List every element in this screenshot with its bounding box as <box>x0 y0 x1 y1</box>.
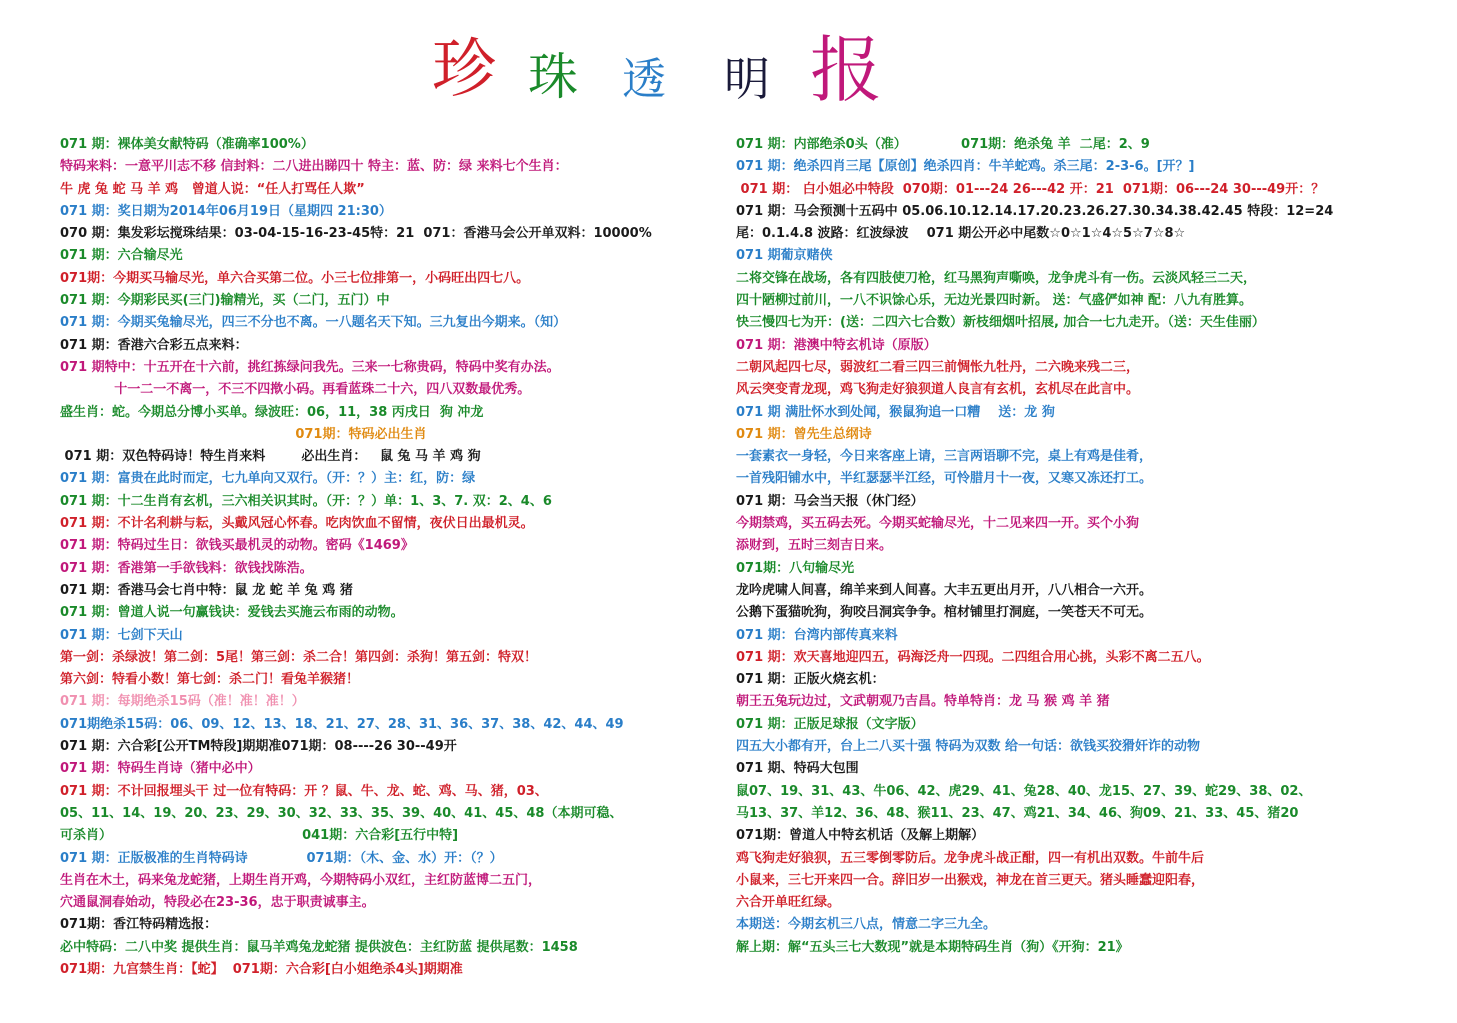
text-line: 第六剑：特看小数！第七剑：杀二门！看兔羊猴猪！ <box>60 672 360 688</box>
text-line: 可杀肖） 041期：六合彩[五行中特] <box>60 828 459 844</box>
text-line: 071期：曾道人中特玄机话（及解上期解） <box>736 828 985 844</box>
text-line: 风云突变青龙现，鸡飞狗走好狼狈道人良言有玄机，玄机尽在此言中。 <box>736 382 1140 398</box>
text-line: 龙吟虎啸人间喜，绵羊来到人间喜。大丰五更出月开，八八相合一六开。 <box>736 582 1153 598</box>
text-line: 二将交锋在战场，各有四肢使刀枪，红马黑狗声嘶唤，龙争虎斗有一伤。云淡风轻三二天， <box>736 270 1257 286</box>
text-line: 071 期：六合输尽光 <box>60 248 183 264</box>
text-line: 071 期：十二生肖有玄机，三六相关识其时。（开：？）单：1、3、7. 双：2、4、6 <box>60 493 552 509</box>
text-line: 071 期：双色特码诗！特生肖来料 必出生肖： 鼠 兔 马 羊 鸡 狗 <box>60 449 481 465</box>
text-line: 071 期：香港六合彩五点来料： <box>60 337 248 353</box>
text-line: 十一二一不离一，不三不四揿小码。再看蓝珠二十六，四八双数最优秀。 <box>60 382 531 398</box>
text-line: 071 期：奖日期为2014年06月19日（星期四 21:30） <box>60 203 392 219</box>
text-line: 071 期：特码生肖诗（猪中必中） <box>60 761 261 777</box>
text-line: 四十陋柳过前川，一八不识馀心乐，无边光景四时新。 送：气盛俨如神 配：八九有胜算。 <box>736 293 1253 309</box>
text-line: 071 期：六合彩[公开TM特段]期期准071期：08----26 30--49开 <box>60 739 457 755</box>
text-line: 071 期、特码大包围 <box>736 761 859 777</box>
text-line: 071 期：裸体美女献特码（准确率100%） <box>60 137 314 152</box>
text-line: 本期送：今期玄机三八点，情意二字三九全。 <box>736 917 997 933</box>
text-line: 第一剑：杀绿波！第二剑：5尾！第三剑：杀二合！第四剑：杀狗！第五剑：特双！ <box>60 649 538 665</box>
text-line: 快三慢四七为开：(送：二四六七合数）新枝细烟叶招展, 加合一七九走开。（送：天生佳丽） <box>736 315 1265 331</box>
text-line: 071 期：香港第一手欲钱料：欲钱找陈浩。 <box>60 560 313 576</box>
text-line: 070 期：集发彩坛搅珠结果：03-04-15-16-23-45特：21 071：香港马会公开单双料：10000% <box>60 226 652 242</box>
text-line: 一套素衣一身轻，今日来客座上请，三言两语聊不完，桌上有鸡是佳肴， <box>736 449 1153 465</box>
text-line: 二朝风起四七尽，弱波红二看三四三前惆怅九牡丹，二六晚来残二三， <box>736 359 1140 375</box>
title-char: 透 <box>622 54 666 105</box>
text-line: 071期：八句输尽光 <box>736 560 855 576</box>
text-line: 071 期：马会预测十五码中 05.06.10.12.14.17.20.23.26.27.30.34.38.42.45 特段：12=24 <box>736 203 1334 219</box>
text-line: 05、11、14、19、20、23、29、30、32、33、35、39、40、41、45、48（本期可稳、 <box>60 805 623 821</box>
text-line: 特码来料：一意平川志不移 信封料：二八进出睇四十 特主：蓝、防：绿 来料七个生肖： <box>60 159 568 175</box>
text-line: 071 期 满肚怀水到处闻，猴鼠狗追一口糟 送：龙 狗 <box>736 404 1055 420</box>
text-line: 071 期：内部绝杀0头（准） 071期：绝杀兔 羊 二尾：2、9 <box>736 137 1150 152</box>
text-line: 071 期：七剑下天山 <box>60 627 183 643</box>
text-line: 朝王五兔玩边过，文武朝观乃吉昌。特单特肖：龙 马 猴 鸡 羊 猪 <box>736 694 1110 710</box>
text-line: 071 期：特码过生日：欲钱买最机灵的动物。密码《1469》 <box>60 538 414 554</box>
text-line: 071期：今期买马输尽光，单六合买第二位。小三七位排第一，小码旺出四七八。 <box>60 270 530 286</box>
text-line: 六合开单旺红绿。 <box>736 895 841 911</box>
text-line: 鸡飞狗走好狼狈，五三零倒零防后。龙争虎斗战正酣，四一有机出双数。牛前牛后 <box>736 850 1205 866</box>
text-line: 穴通鼠洞春始动，特段必在23-36，忠于职责诚事主。 <box>60 895 375 911</box>
text-line: 今期禁鸡，买五码去死。今期买蛇输尽光，十二见来四一开。买个小狗 <box>736 516 1140 532</box>
text-line: 公鹅下蛋猫吮狗，狗咬吕洞宾争争。棺材铺里打洞庭，一笑苍天不可无。 <box>736 605 1153 621</box>
text-line: 071 期：不计名利耕与耘，头戴风冠心怀春。吃肉饮血不留情，夜伏日出最机灵。 <box>60 516 534 532</box>
right-column <box>736 134 1436 959</box>
text-line: 071 期：港澳中特玄机诗（原版） <box>736 337 937 353</box>
text-line: 071 期：正版火烧玄机： <box>736 672 885 688</box>
text-line: 071 期：香港马会七肖中特：鼠 龙 蛇 羊 兔 鸡 猪 <box>60 582 353 598</box>
text-line: 071 期：不计回报埋头干 过一位有特码：开 ？鼠、牛、龙、蛇、鸡、马、猪，03、 <box>60 783 548 799</box>
text-line: 生肖在木土，码来兔龙蛇猪，上期生肖开鸡，今期特码小双红，主红防蓝博二五门， <box>60 872 542 888</box>
text-line: 071 期：曾先生总纲诗 <box>736 426 872 442</box>
text-line: 071期绝杀15码：06、09、12、13、18、21、27、28、31、36、37、38、42、44、49 <box>60 716 624 732</box>
text-line: 一首残阳铺水中，半红瑟瑟半江经，可怜腊月十一夜，又寒又冻还打工。 <box>736 471 1153 487</box>
text-line: 071 期：今期买兔输尽光，四三不分也不离。一八题名天下知。三九复出今期来。（知） <box>60 315 567 331</box>
text-line: 鼠07、19、31、43、牛06、42、虎29、41、兔28、40、龙15、27、39、蛇29、38、02、 <box>736 783 1312 799</box>
text-line: 添财到，五时三刻吉日来。 <box>736 538 893 554</box>
title-char: 明 <box>724 52 770 106</box>
text-line: 解上期：解“五头三七大数现”就是本期特码生肖（狗）《开狗：21》 <box>736 939 1129 955</box>
text-line: 071 期：富贵在此时而定，七九单向又双行。（开：？）主：红，防：绿 <box>60 471 476 487</box>
text-line: 071 期：绝杀四肖三尾【原创】绝杀四肖：牛羊蛇鸡。杀三尾：2-3-6。[开？] <box>736 159 1195 175</box>
text-line: 071期：香江特码精选报： <box>60 917 218 933</box>
text-line: 071 期：马会当天报（休门经） <box>736 493 924 509</box>
text-line: 071期：九宫禁生肖：【蛇】 071期：六合彩[白小姐绝杀4头]期期准 <box>60 961 463 977</box>
text-line: 必中特码：二八中奖 提供生肖：鼠马羊鸡兔龙蛇猪 提供波色：主红防蓝 提供尾数：1458 <box>60 939 578 955</box>
left-column <box>60 134 715 981</box>
page-title <box>430 28 910 114</box>
text-line: 071 期：曾道人说一句赢钱诀：爱钱去买施云布雨的动物。 <box>60 605 404 621</box>
title-char: 珠 <box>528 48 578 106</box>
text-line: 牛 虎 兔 蛇 马 羊 鸡 曾道人说：“任人打骂任人欺” <box>60 181 365 197</box>
text-line: 小鼠来，三七开来四一合。辞旧岁一出猴戏，神龙在首三更天。猪头睡蠢迎阳春， <box>736 872 1205 888</box>
title-char: 珍 <box>432 33 496 107</box>
text-line: 盛生肖：蛇。今期总分博小买单。绿波旺：06，11，38 丙戌日 狗 冲龙 <box>60 404 484 420</box>
text-line: 071 期：欢天喜地迎四五，码海泛舟一四现。二四组合用心挑，头彩不离二五八。 <box>736 649 1210 665</box>
text-line: 尾：0.1.4.8 波路：红波绿波 071 期公开必中尾数☆0☆1☆4☆5☆7☆8☆ <box>736 226 1186 242</box>
text-line: 071 期：台湾内部传真来料 <box>736 627 898 643</box>
text-line: 071 期葡京赌侠 <box>736 248 833 264</box>
text-line: 071 期：正版足球报（文字版） <box>736 716 924 732</box>
text-line: 071 期：每期绝杀15码（准！准！准！） <box>60 694 305 710</box>
text-line: 四五大小都有开，台上二八买十强 特码为双数 给一句话：欲钱买狡猾奸诈的动物 <box>736 739 1201 755</box>
text-line: 071 期：今期彩民买(三门)输精光，买（二门，五门）中 <box>60 293 390 309</box>
text-line: 071 期： 白小姐必中特段 070期：01---24 26---42 开：21 071期：06---24 30---49开：？ <box>736 181 1325 197</box>
text-line: 马13、37、羊12、36、48、猴11、23、47、鸡21、34、46、狗09、21、33、45、猪20 <box>736 805 1299 821</box>
text-line: 071 期特中：十五开在十六前，挑红拣绿问我先。三来一七称贵码，特码中奖有办法。 <box>60 359 560 375</box>
text-line: 071 期：正版极准的生肖特码诗 071期：（木、金、水）开：（？） <box>60 850 503 866</box>
text-line: 071期：特码必出生肖 <box>60 426 427 442</box>
title-char: 报 <box>810 28 883 112</box>
